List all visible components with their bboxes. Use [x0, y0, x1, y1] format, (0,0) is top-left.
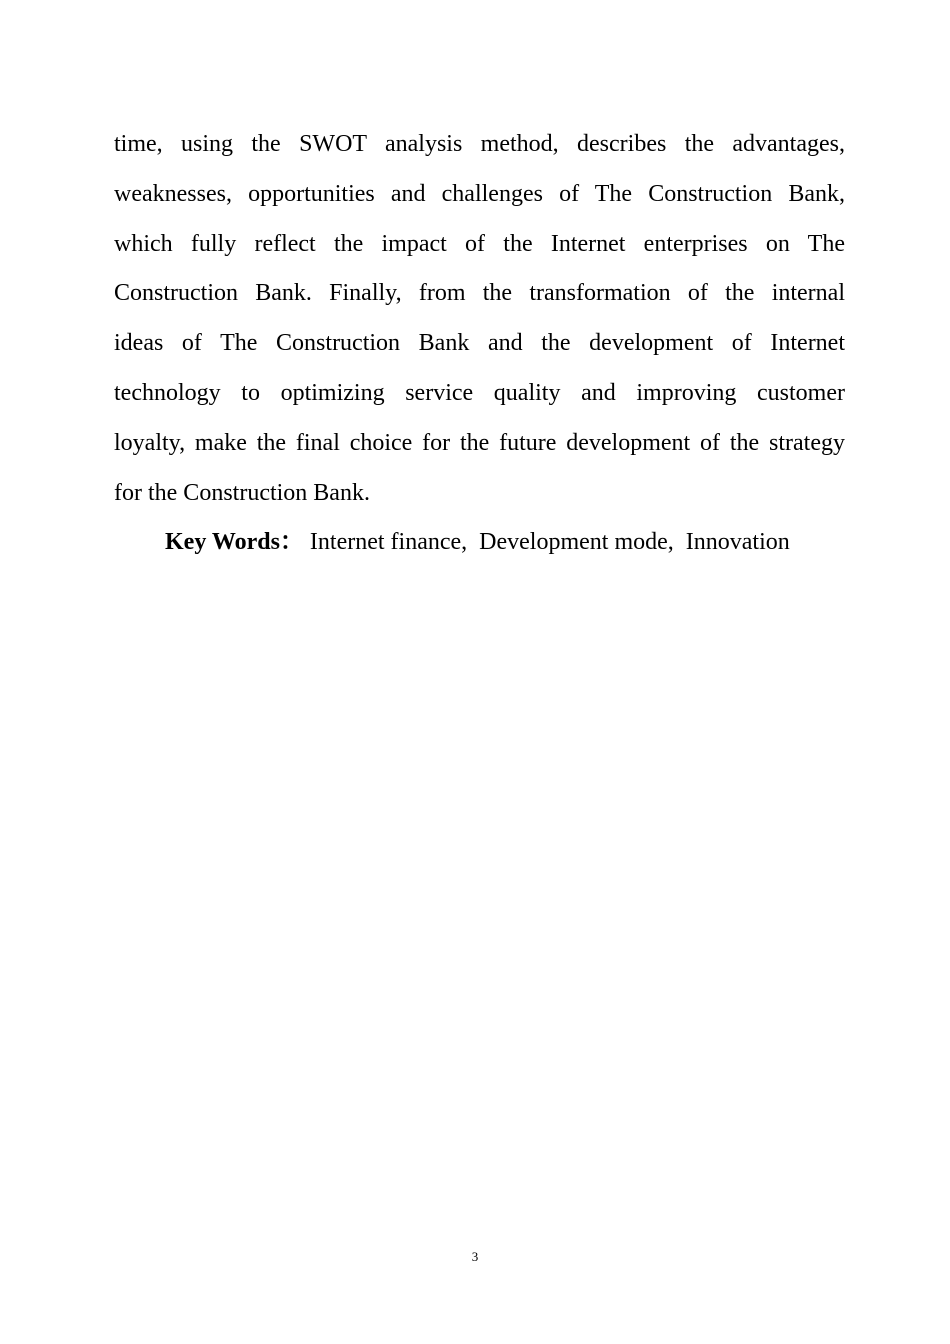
keywords-line	[165, 518, 865, 568]
keywords-separator: ：	[279, 529, 304, 555]
keywords-label: Key Words	[165, 529, 280, 555]
abstract-paragraph	[114, 120, 845, 518]
paragraph-line: technology to optimizing service quality and improving customer	[114, 379, 845, 406]
keyword-item: Development mode,	[479, 529, 674, 555]
paragraph-line: for the Construction Bank.	[114, 479, 370, 506]
paragraph-line: which fully reflect the impact of the Internet enterprises on The	[114, 230, 845, 257]
paragraph-line: time, using the SWOT analysis method, describes the advantages,	[114, 131, 845, 157]
paragraph-line: Construction Bank. Finally, from the transformation of the internal	[114, 280, 845, 307]
paragraph-line: ideas of The Construction Bank and the development of Internet	[114, 330, 845, 357]
paragraph-line: loyalty, make the final choice for the future development of the strategy	[114, 429, 845, 456]
keyword-item: Internet finance,	[309, 529, 468, 555]
keyword-item: Innovation	[685, 529, 790, 555]
paragraph-line: weaknesses, opportunities and challenges of The Construction Bank,	[114, 180, 845, 207]
page-number: 3	[471, 1249, 479, 1264]
